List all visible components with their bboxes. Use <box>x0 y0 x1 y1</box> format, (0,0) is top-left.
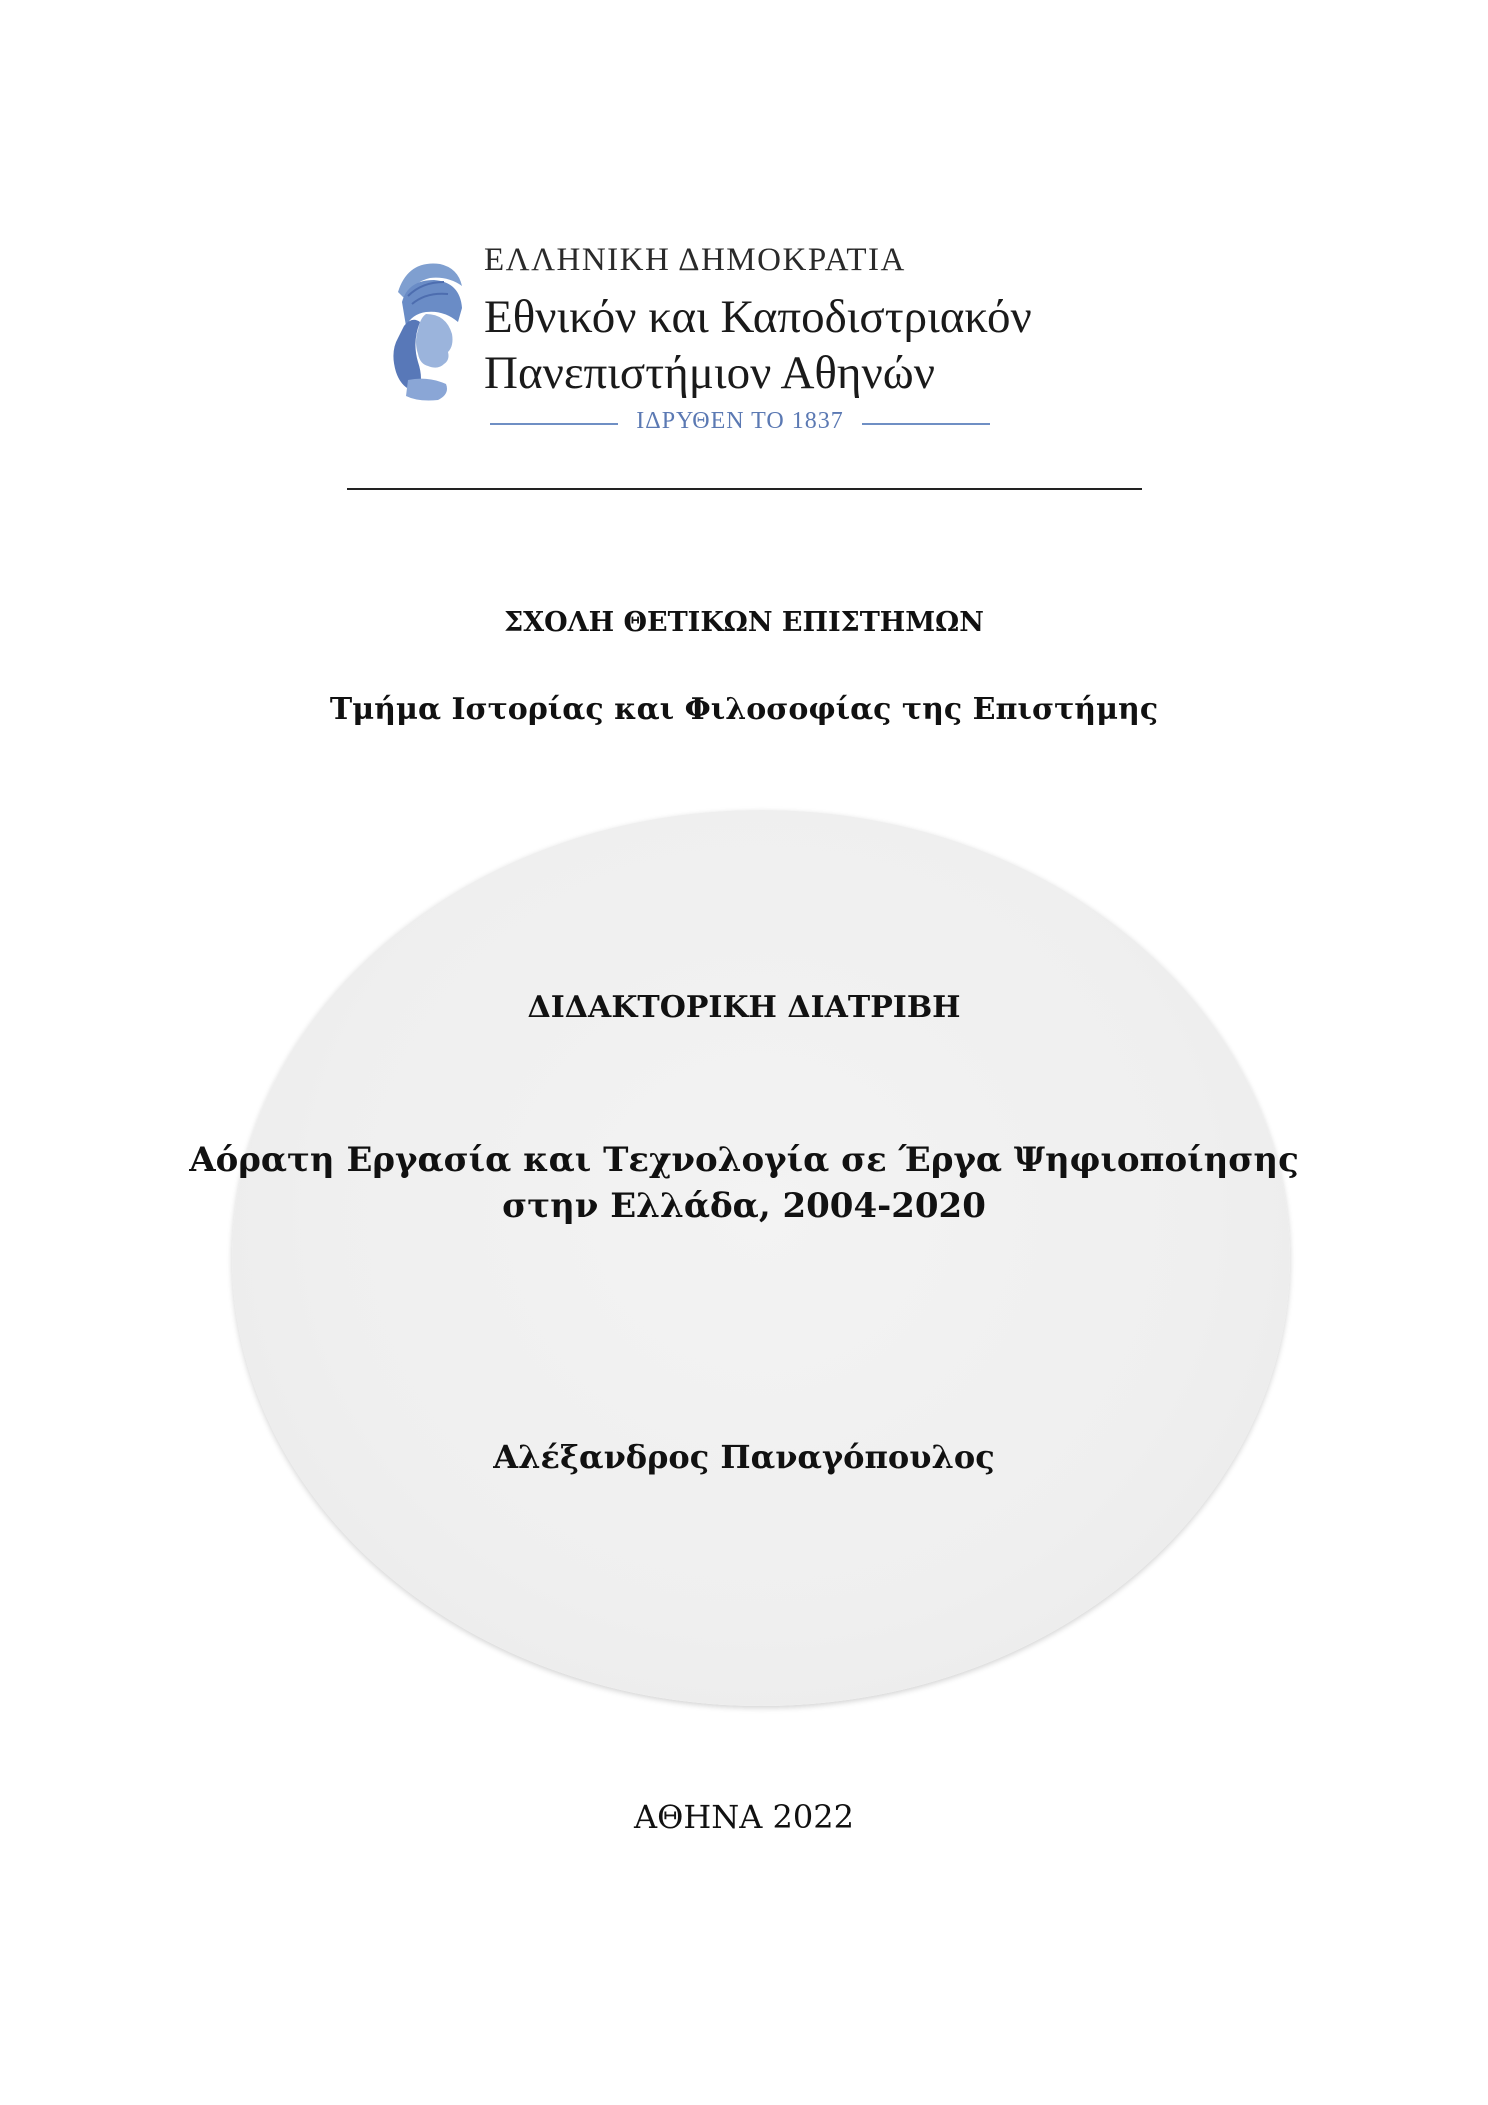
logo-university-line2: Πανεπιστήμιον Αθηνών <box>484 347 935 399</box>
logo-founded-rule-left <box>490 423 618 425</box>
logo-country-text: ΕΛΛΗΝΙΚΗ ΔΗΜΟΚΡΑΤΙΑ <box>484 242 906 278</box>
header-separator <box>347 488 1142 490</box>
thesis-title-line1: Αόρατη Εργασία και Τεχνολογία σε Έργα Ψηφιοποίησης <box>189 1140 1299 1180</box>
thesis-title-line2: στην Ελλάδα, 2004-2020 <box>502 1186 986 1226</box>
logo-founded-text: ΙΔΡΥΘΕΝ ΤΟ 1837 <box>636 408 844 434</box>
place-year: ΑΘΗΝΑ 2022 <box>634 1798 854 1836</box>
thesis-author: Αλέξανδρος Παναγόπουλος <box>493 1438 995 1476</box>
logo-founded-rule-right <box>862 423 990 425</box>
department-name: Τμήμα Ιστορίας και Φιλοσοφίας της Επιστήμης <box>329 692 1159 727</box>
university-logo <box>378 242 1118 442</box>
logo-founded-row <box>490 408 990 438</box>
athena-emblem-icon <box>378 252 478 402</box>
title-ellipse <box>232 810 1290 1706</box>
school-name: ΣΧΟΛΗ ΘΕΤΙΚΩΝ ΕΠΙΣΤΗΜΩΝ <box>504 607 984 638</box>
thesis-title <box>0 1137 1488 1229</box>
logo-university-line1: Εθνικόν και Καποδιστριακόν <box>484 291 1032 343</box>
thesis-type: ΔΙΔΑΚΤΟΡΙΚΗ ΔΙΑΤΡΙΒΗ <box>527 990 961 1025</box>
